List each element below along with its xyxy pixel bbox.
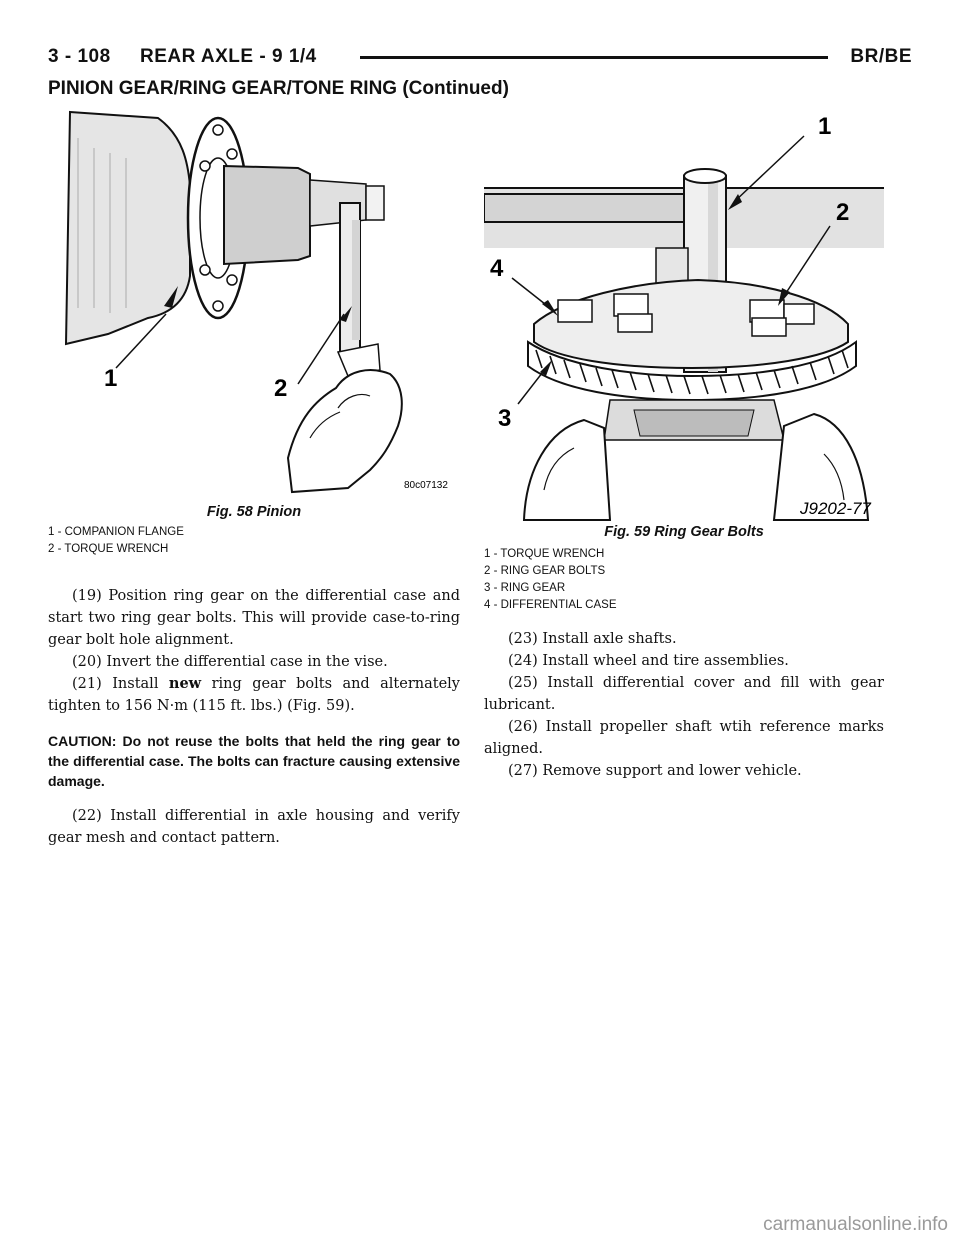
watermark: carmanualsonline.info [763,1214,948,1235]
step-20: (20) Invert the differential case in the vise. [72,654,388,670]
step-24: (24) Install wheel and tire assemblies. [508,653,789,669]
figure-59-title: Fig. 59 Ring Gear Bolts [604,524,764,540]
legend-item: 1 - COMPANION FLANGE [48,526,184,538]
section-name: REAR AXLE - 9 1/4 [140,46,317,67]
step-21 [48,673,460,717]
ring-gear-bolts-illustration [484,110,884,522]
step-26: (26) Install propeller shaft wtih reference marks aligned. [484,719,884,757]
callout-1: 1 [818,113,832,140]
header-rule [360,56,828,59]
model-code: BR/BE [850,46,912,67]
page-number: 3 - 108 [48,46,111,67]
callout-2: 2 [836,199,850,226]
figure-59 [484,110,884,614]
section-title: PINION GEAR/RING GEAR/TONE RING (Continued) [48,78,509,99]
callout-1: 1 [104,365,118,392]
callout-2: 2 [274,375,288,402]
step-21-emphasis: new [168,675,202,692]
callout-3: 3 [498,405,512,432]
step-25: (25) Install differential cover and fill with gear lubricant. [484,675,884,713]
figure-59-legend [484,546,884,614]
caution-note: CAUTION: Do not reuse the bolts that held the ring gear to the differential case. The bolts can fracture causing extensive damage. [48,733,460,789]
legend-item: 2 - RING GEAR BOLTS [484,565,606,577]
step-23: (23) Install axle shafts. [508,631,677,647]
figure-58-title: Fig. 58 Pinion [206,504,302,520]
right-column [484,628,884,782]
step-21-lead: (21) Install [72,676,159,692]
figure-58-legend [48,524,460,558]
step-27: (27) Remove support and lower vehicle. [508,763,802,779]
art-code: J9202-77 [800,499,871,518]
legend-item: 1 - TORQUE WRENCH [484,548,605,560]
pinion-illustration [48,108,460,500]
figure-58 [48,108,460,558]
legend-item: 2 - TORQUE WRENCH [48,543,169,555]
art-code: 80c07132 [404,480,448,491]
callout-4: 4 [490,255,504,282]
step-19: (19) Position ring gear on the differential case and start two ring gear bolts. This will provide case-to-ring gear bolt hole alignment. [48,588,460,648]
step-21-rest: ring gear bolts and alternately tighten to 156 N·m (115 ft. lbs.) (Fig. 59). [48,676,460,714]
page-header [48,46,912,74]
left-column [48,585,460,849]
legend-item: 4 - DIFFERENTIAL CASE [484,599,617,611]
step-22: (22) Install differential in axle housing and verify gear mesh and contact pattern. [48,808,460,846]
legend-item: 3 - RING GEAR [484,582,566,594]
